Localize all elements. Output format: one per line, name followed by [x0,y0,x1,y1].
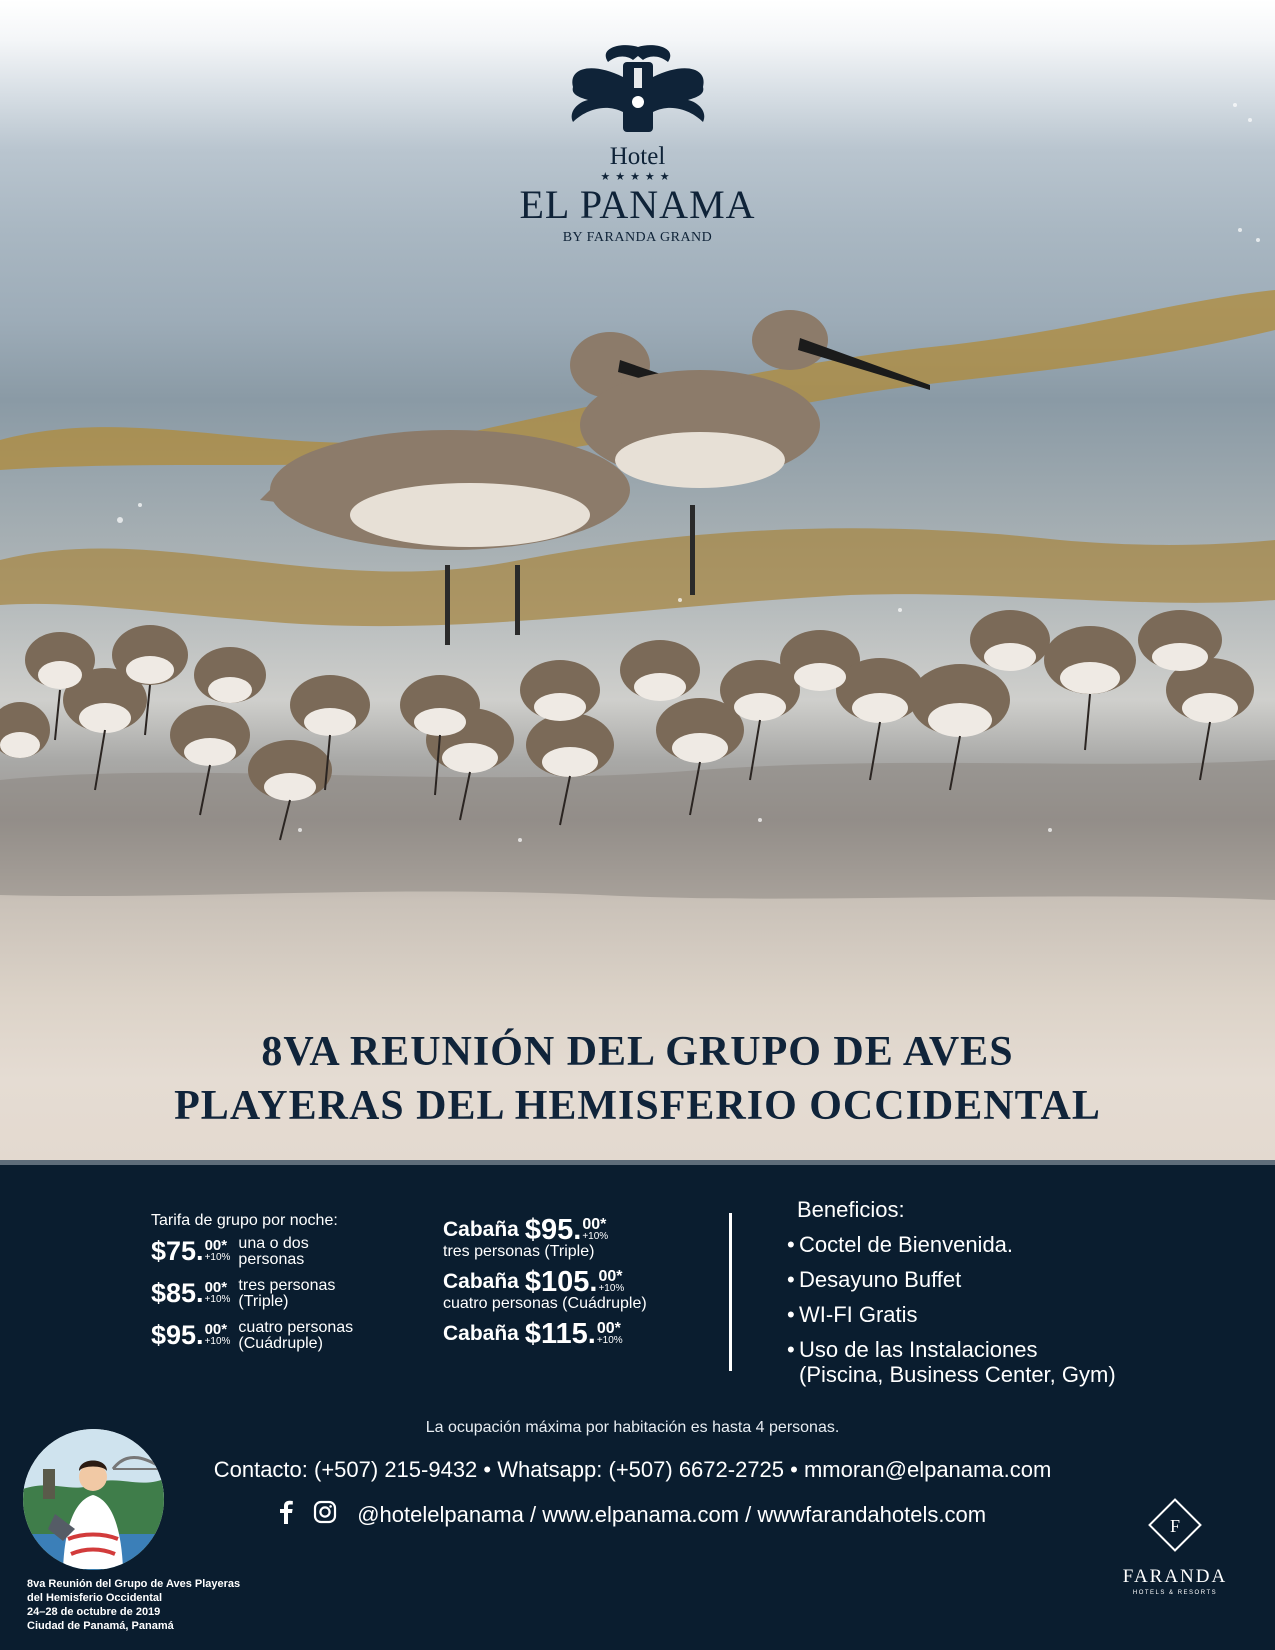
benefits-list [787,1192,1116,1392]
rate-price: $95. [151,1320,204,1350]
rate-desc: (Triple) [238,1293,289,1310]
cabana-rates [443,1215,647,1351]
bullet-icon: • [787,1337,795,1362]
bullet-icon: • [787,1267,795,1292]
cabana-asterisk: * [600,1216,607,1233]
bullet-icon: • [787,1232,795,1257]
bullet-icon: • [787,1302,795,1327]
faranda-diamond-icon [1145,1495,1205,1555]
event-caption-line: 8va Reunión del Grupo de Aves Playeras [27,1578,241,1590]
rates-title: Tarifa de grupo por noche: [151,1212,338,1229]
faranda-letter: F [1169,1516,1181,1536]
faranda-subtitle: HOTELS & RESORTS [1132,1590,1218,1596]
occupancy-note: La ocupación máxima por habitación es hasta 4 personas. [425,1419,840,1436]
rate-desc: (Cuádruple) [238,1335,323,1352]
benefit-text: Uso de las Instalaciones [799,1337,1038,1362]
benefit-subtext: (Piscina, Business Center, Gym) [799,1362,1116,1387]
headline-line-1: 8VA REUNIÓN DEL GRUPO DE AVES [261,1029,1014,1075]
rate-tax: +10% [204,1294,231,1305]
cabana-price: $95. [524,1214,582,1246]
vertical-divider [729,1213,732,1371]
cabana-tax: +10% [598,1283,625,1294]
rate-desc: tres personas [238,1277,336,1294]
benefit-item [787,1297,1116,1332]
rate-asterisk: * [221,1237,228,1254]
rate-row [151,1278,353,1320]
cabana-desc: cuatro personas (Cuádruple) [443,1295,647,1312]
cabana-label: Cabaña [443,1218,519,1241]
social-line [0,1500,1265,1530]
benefit-text: Coctel de Bienvenida. [799,1232,1014,1257]
cabana-asterisk: * [616,1268,623,1285]
event-badge [23,1429,164,1570]
logo-hotel-text: Hotel [609,143,666,170]
rate-desc: una o dos [238,1235,309,1252]
benefits-title: Beneficios: [797,1197,905,1222]
facebook-icon[interactable] [279,1500,293,1530]
cabana-row [443,1319,647,1349]
logo-stars: ★★★★★ [600,171,675,183]
social-links-text[interactable]: @hotelelpanama / www.elpanama.com / wwwfarandahotels.com [357,1502,987,1527]
cabana-price: $115. [524,1318,596,1350]
hotel-emblem-icon [563,42,713,142]
rate-price: $75. [151,1236,204,1266]
cabana-tax: +10% [596,1335,623,1346]
rate-cents: 00 [204,1279,222,1296]
rate-desc: personas [238,1251,305,1268]
hotel-logo [0,42,1275,246]
event-caption-line: Ciudad de Panamá, Panamá [27,1620,174,1632]
instagram-icon[interactable] [313,1500,337,1530]
logo-hotel-name: EL PANAMA [519,182,756,227]
headline-line-2: PLAYERAS DEL HEMISFERIO OCCIDENTAL [174,1083,1101,1129]
cabana-label: Cabaña [443,1322,519,1345]
cabana-price: $105. [524,1266,598,1298]
rate-row [151,1320,353,1362]
cabana-row [443,1267,647,1313]
benefit-item [787,1227,1116,1262]
cabana-asterisk: * [614,1320,621,1337]
rate-desc: cuatro personas [238,1319,354,1336]
rate-tax: +10% [204,1252,231,1263]
cabana-tax: +10% [582,1231,609,1242]
rate-row [151,1236,353,1278]
rate-tax: +10% [204,1336,231,1347]
benefit-text: WI-FI Gratis [799,1302,918,1327]
cabana-cents: 00 [582,1216,601,1233]
event-headline [0,1025,1275,1133]
rate-price: $85. [151,1278,204,1308]
benefit-text: Desayuno Buffet [799,1267,962,1292]
event-caption-line: del Hemisferio Occidental [27,1592,163,1604]
rate-asterisk: * [221,1321,228,1338]
rate-cents: 00 [204,1321,222,1338]
cabana-label: Cabaña [443,1270,519,1293]
cabana-cents: 00 [598,1268,617,1285]
cabana-desc: tres personas (Triple) [443,1243,595,1260]
event-caption-line: 24–28 de octubre de 2019 [27,1606,161,1618]
rate-cents: 00 [204,1237,222,1254]
event-badge-illustration [23,1429,164,1570]
event-caption [27,1577,240,1633]
logo-by-line: BY FARANDA GRAND [562,230,713,245]
faranda-logo [1115,1495,1235,1596]
cabana-cents: 00 [596,1320,615,1337]
faranda-name: FARANDA [1122,1566,1228,1587]
contact-line[interactable]: Contacto: (+507) 215-9432 • Whatsapp: (+507) 6672-2725 • mmoran@elpanama.com [213,1457,1052,1482]
group-rates [151,1212,353,1362]
benefit-item [787,1262,1116,1297]
rate-asterisk: * [221,1279,228,1296]
cabana-row [443,1215,647,1261]
